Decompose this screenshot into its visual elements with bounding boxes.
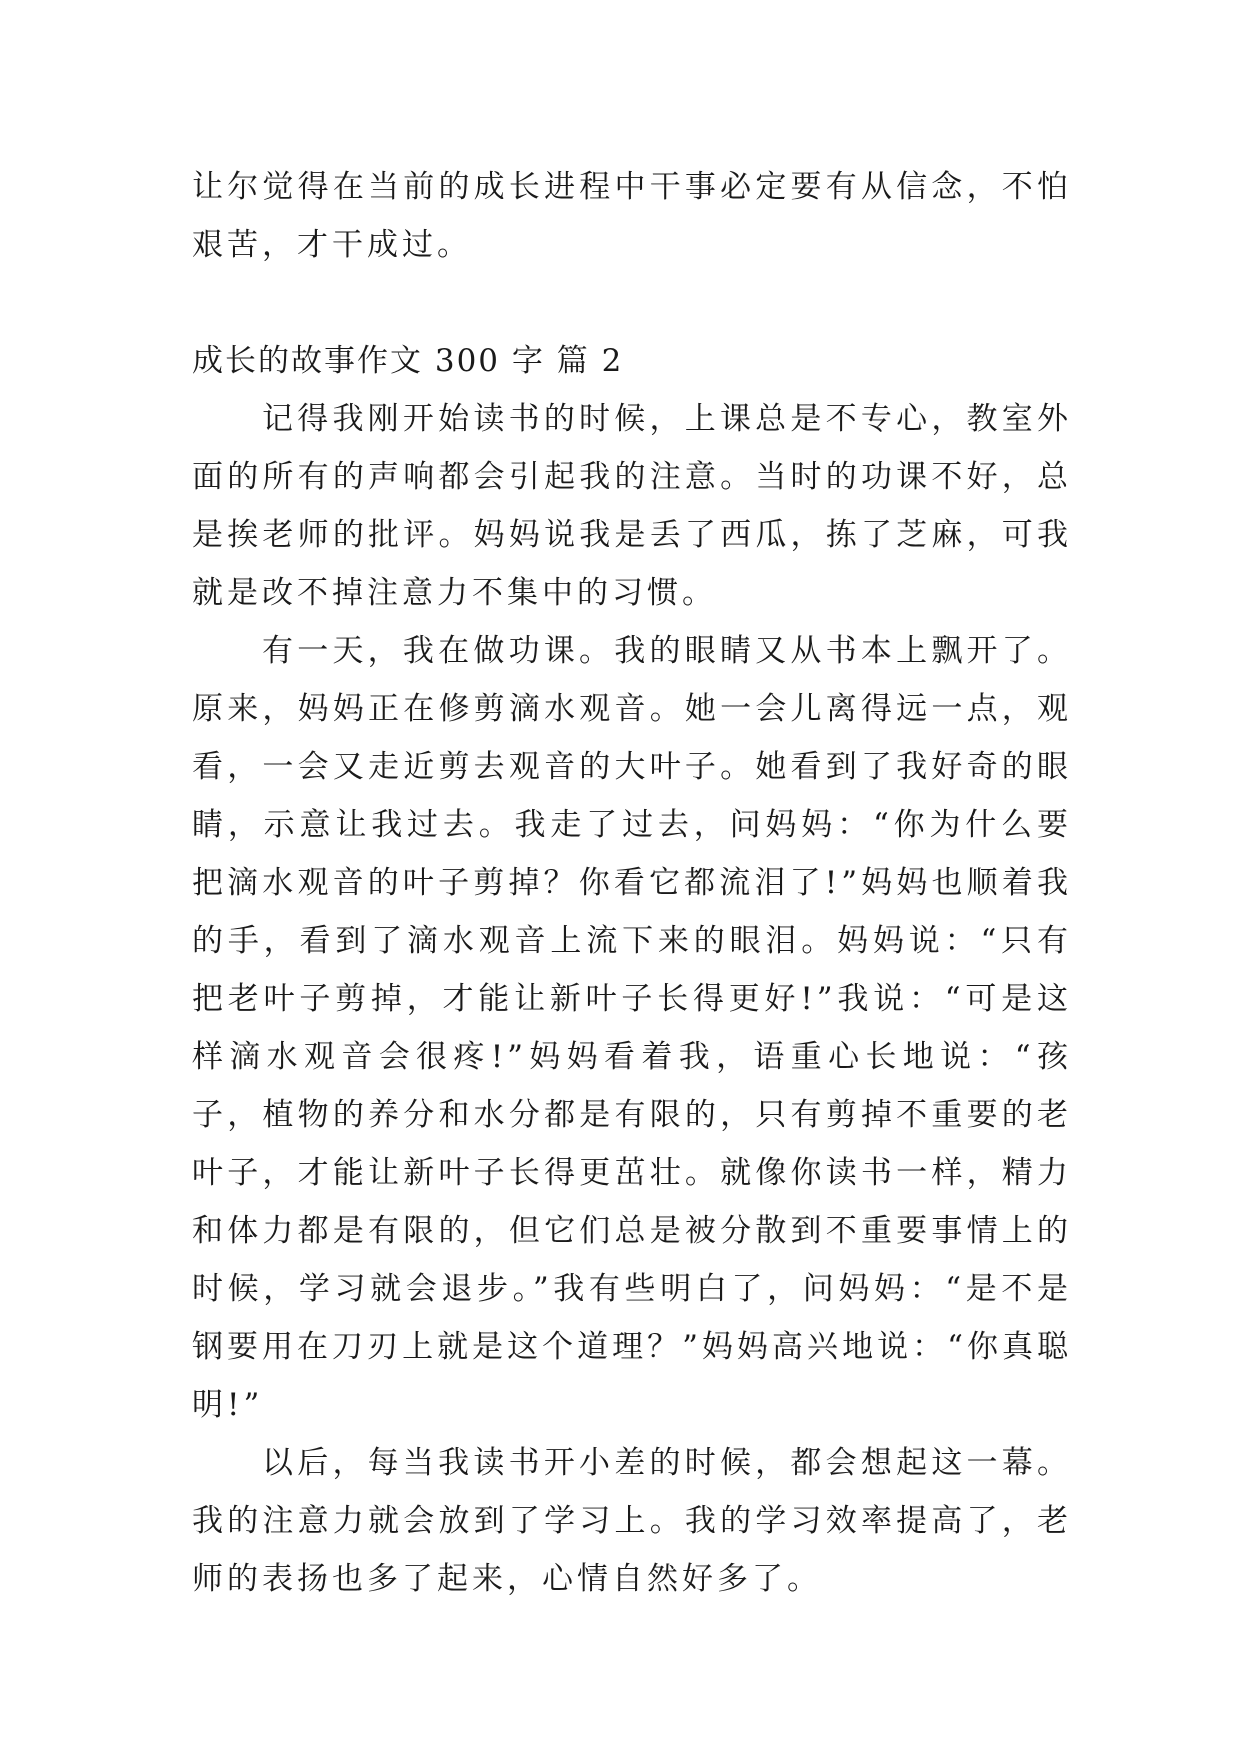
paragraph: 有一天，我在做功课。我的眼睛又从书本上飘开了。原来，妈妈正在修剪滴水观音。她一会儿离得远一点，观看，一会又走近剪去观音的大叶子。她看到了我好奇的眼睛，示意让我过去。我走了过去，问妈妈：“你为什么要把滴水观音的叶子剪掉？你看它都流泪了!”妈妈也顺着我的手，看到了滴水观音上流下来的眼泪。妈妈说：“只有把老叶子剪掉，才能让新叶子长得更好!”我说：“可是这样滴水观音会很疼!”妈妈看着我，语重心长地说：“孩子，植物的养分和水分都是有限的，只有剪掉不重要的老叶子，才能让新叶子长得更茁壮。就像你读书一样，精力和体力都是有限的，但它们总是被分散到不重要事情上的时候，学习就会退步。”我有些明白了，问妈妈：“是不是钢要用在刀刃上就是这个道理？”妈妈高兴地说：“你真聪明!”	[192, 633, 1072, 1423]
paragraph: 记得我刚开始读书的时候，上课总是不专心，教室外面的所有的声响都会引起我的注意。当时的功课不好，总是挨老师的批评。妈妈说我是丢了西瓜，拣了芝麻，可我就是改不掉注意力不集中的习惯。	[192, 401, 1072, 611]
paragraph: 以后，每当我读书开小差的时候，都会想起这一幕。我的注意力就会放到了学习上。我的学习效率提高了，老师的表扬也多了起来，心情自然好多了。	[192, 1445, 1072, 1597]
paragraph-continued: 让尔觉得在当前的成长进程中干事必定要有从信念，不怕艰苦，才干成过。	[192, 169, 1072, 263]
document-body	[192, 158, 1072, 1608]
section-heading: 成长的故事作文 300 字 篇 2	[192, 343, 624, 379]
